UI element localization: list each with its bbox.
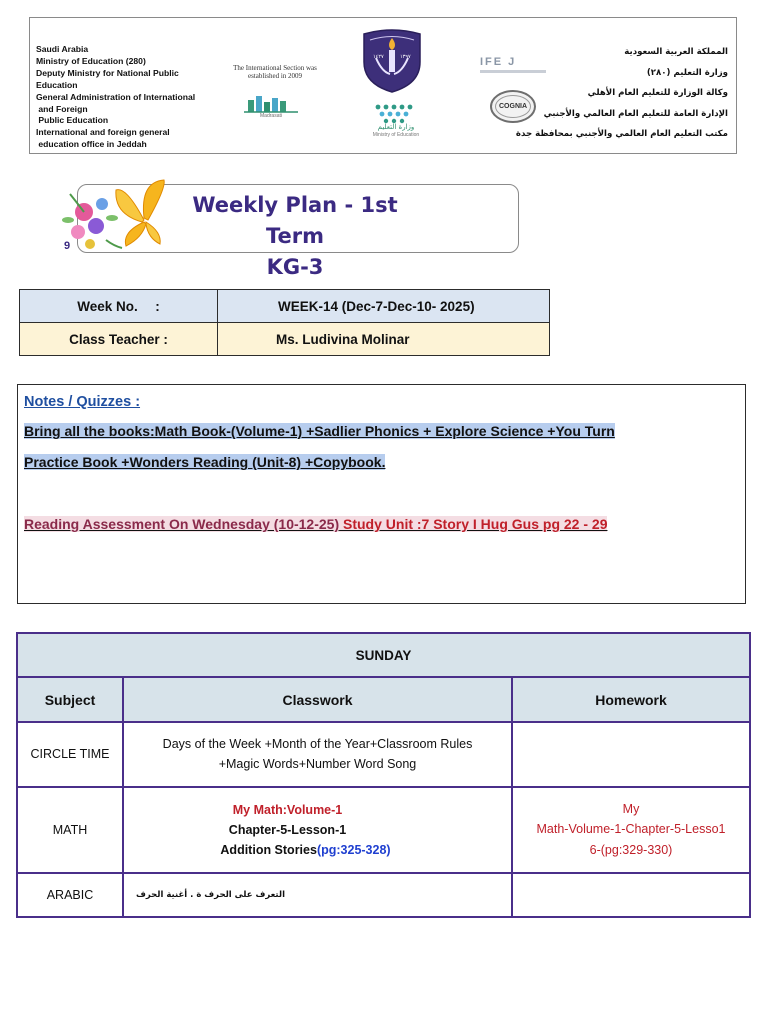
table-row [17, 722, 750, 787]
classwork-header: Classwork [123, 677, 512, 721]
header-banner [29, 17, 737, 154]
moe-dots-logo [372, 102, 420, 124]
subject-cell: MATH [17, 787, 123, 873]
day-title: SUNDAY [17, 633, 750, 677]
table-row [17, 787, 750, 873]
week-row [20, 290, 550, 323]
day-header-row [17, 633, 750, 677]
subject-cell: CIRCLE TIME [17, 722, 123, 787]
notes-line-2: Practice Book +Wonders Reading (Unit-8) +Copybook. [24, 454, 386, 470]
title-ornament: 9 [64, 240, 71, 252]
week-value: WEEK-14 (Dec-7-Dec-10- 2025) [218, 290, 550, 323]
notes-line-1: Bring all the books:Math Book-(Volume-1) +Sadlier Phonics + Explore Science +You Turn [24, 423, 615, 439]
svg-text:١٣٩٧: ١٣٩٧ [400, 54, 411, 60]
table-row [17, 873, 750, 917]
sunday-schedule-table [16, 632, 751, 918]
english-header-text: Saudi Arabia Ministry of Education (280) Deputy Ministry for National Public Education General Administration of International and Foreign Public Education International and foreign general education office in Jeddah [36, 44, 196, 150]
svg-text:١٤٢٧: ١٤٢٧ [373, 54, 384, 60]
ife-logo: IFE J [480, 56, 517, 68]
arabic-header-text: المملكة العربية السعودية وزارة التعليم (٢٨٠) وكالة الوزارة للتعليم العام الأهلي الإدارة العامة للتعليم العام العالمي والأجنبي مكتب التعليم العام العالمي والأجنبي بمحافظة جدة [515, 47, 728, 139]
notes-title: Notes / Quizzes : [24, 394, 141, 410]
column-header-row [17, 677, 750, 721]
week-label-cell: Week No. : [20, 290, 218, 323]
teacher-row [20, 323, 550, 356]
moe-caption: وزارة التعليم Ministry of Education [372, 123, 420, 138]
page-title: Weekly Plan - 1st Term KG-3 [192, 193, 398, 279]
classwork-cell: التعرف على الحرف ة . أغنية الحرف [123, 873, 512, 917]
notes-box [17, 384, 746, 604]
homework-cell [512, 873, 750, 917]
homework-cell: My Math-Volume-1-Chapter-5-Lesso1 6-(pg:329-330) [512, 787, 750, 873]
cognia-accreditation-badge: COGNIA [490, 90, 536, 123]
homework-header: Homework [512, 677, 750, 721]
madrasati-caption: Madrasati [260, 113, 282, 119]
butterfly-flowers-icon [56, 174, 186, 262]
subject-cell: ARABIC [17, 873, 123, 917]
school-crest-logo [360, 28, 424, 94]
subject-header: Subject [17, 677, 123, 721]
teacher-label: Class Teacher : [20, 323, 218, 356]
classwork-cell: My Math:Volume-1 Chapter-5-Lesson-1 Addition Stories(pg:325-328) [123, 787, 512, 873]
teacher-value: Ms. Ludivina Molinar [218, 323, 550, 356]
week-info-table [19, 289, 550, 356]
classwork-cell: Days of the Week +Month of the Year+Classroom Rules +Magic Words+Number Word Song [123, 722, 512, 787]
intl-section-note: The International Section was established in 2009 [233, 64, 317, 80]
reading-assessment-note: Reading Assessment On Wednesday (10-12-25) Study Unit :7 Story I Hug Gus pg 22 - 29 [24, 516, 608, 532]
homework-cell [512, 722, 750, 787]
